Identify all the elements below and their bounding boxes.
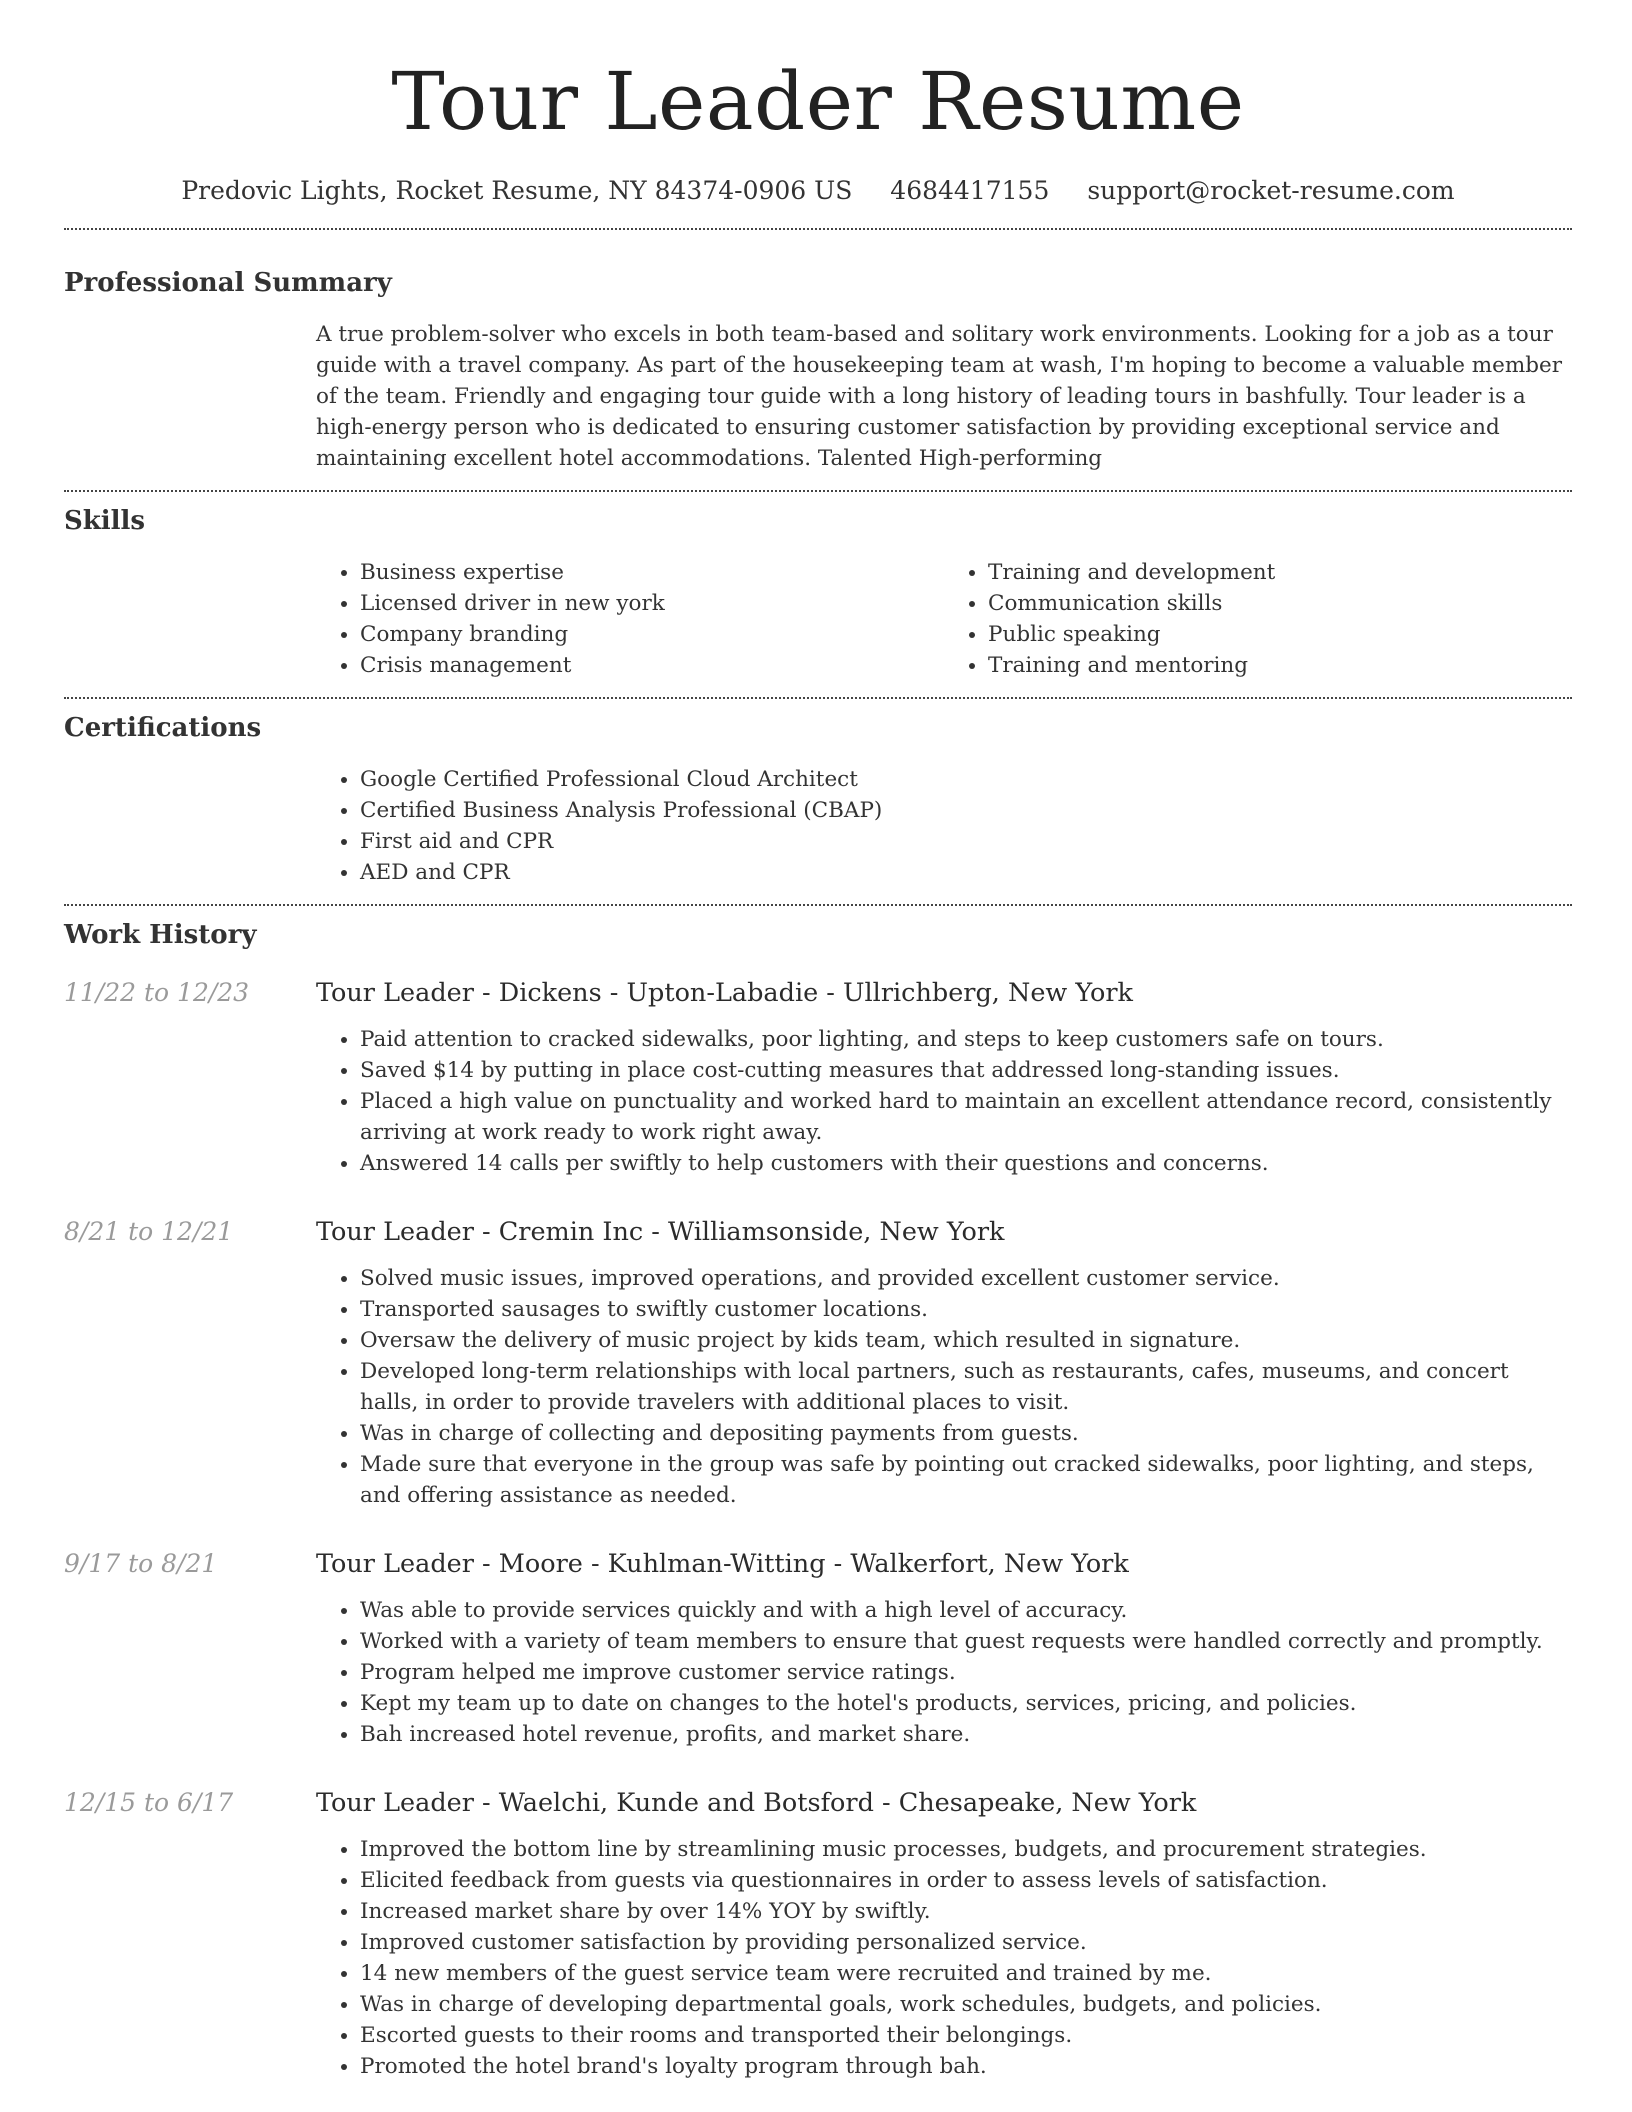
list-item: • First aid and CPR	[360, 826, 1572, 857]
job-date: 9/17 to 8/21	[64, 1549, 218, 1578]
job-title: Tour Leader - Waelchi, Kunde and Botsford - Chesapeake, New York	[316, 1788, 1197, 1818]
list-item: • Paid attention to cracked sidewalks, poor lighting, and steps to keep customers safe on tours.	[360, 1024, 1572, 1055]
list-item: • AED and CPR	[360, 857, 1572, 888]
contact-email: support@rocket-resume.com	[1087, 176, 1455, 205]
list-item: • Licensed driver in new york	[360, 588, 944, 619]
list-item: • Crisis management	[360, 650, 944, 681]
list-item: • Business expertise	[360, 557, 944, 588]
work-history-section	[64, 906, 1572, 2082]
work-history-heading: Work History	[64, 920, 257, 950]
contact-address: Predovic Lights, Rocket Resume, NY 84374-0906 US	[181, 176, 853, 205]
certifications-list	[316, 764, 1572, 888]
list-item: • Placed a high value on punctuality and worked hard to maintain an excellent attendance record, consistently arriving at work ready to work right away.	[360, 1086, 1572, 1148]
list-item: • Elicited feedback from guests via questionnaires in order to assess levels of satisfaction.	[360, 1865, 1572, 1896]
job-date: 11/22 to 12/23	[64, 978, 250, 1007]
job-date: 12/15 to 6/17	[64, 1788, 234, 1817]
list-item: • Improved the bottom line by streamlining music processes, budgets, and procurement strategies.	[360, 1834, 1572, 1865]
job-entry	[64, 1215, 1572, 1511]
summary-heading: Professional Summary	[64, 268, 392, 298]
list-item: • Public speaking	[988, 619, 1572, 650]
list-item: • Kept my team up to date on changes to the hotel's products, services, pricing, and policies.	[360, 1688, 1572, 1719]
job-title: Tour Leader - Dickens - Upton-Labadie - Ullrichberg, New York	[316, 978, 1133, 1008]
skills-column-right	[944, 557, 1572, 681]
summary-section	[64, 230, 1572, 474]
list-item: • Program helped me improve customer service ratings.	[360, 1657, 1572, 1688]
list-item: • Certified Business Analysis Professional (CBAP)	[360, 795, 1572, 826]
list-item: • Improved customer satisfaction by providing personalized service.	[360, 1927, 1572, 1958]
job-title: Tour Leader - Cremin Inc - Williamsonside, New York	[316, 1217, 1005, 1247]
list-item: • Company branding	[360, 619, 944, 650]
list-item: • Training and development	[988, 557, 1572, 588]
list-item: • Was able to provide services quickly and with a high level of accuracy.	[360, 1595, 1572, 1626]
contact-line	[64, 174, 1572, 208]
skills-section	[64, 492, 1572, 681]
resume-page	[64, 0, 1572, 2082]
list-item: • Was in charge of developing departmental goals, work schedules, budgets, and policies.	[360, 1989, 1572, 2020]
list-item: • Bah increased hotel revenue, profits, and market share.	[360, 1719, 1572, 1750]
list-item: • Oversaw the delivery of music project by kids team, which resulted in signature.	[360, 1325, 1572, 1356]
certifications-heading: Certifications	[64, 713, 262, 743]
list-item: • Worked with a variety of team members to ensure that guest requests were handled correctly and promptly.	[360, 1626, 1572, 1657]
list-item: • Training and mentoring	[988, 650, 1572, 681]
job-title: Tour Leader - Moore - Kuhlman-Witting - Walkerfort, New York	[316, 1549, 1129, 1579]
list-item: • Escorted guests to their rooms and transported their belongings.	[360, 2020, 1572, 2051]
summary-text: A true problem-solver who excels in both team-based and solitary work environments. Looking for a job as a tour guide with a travel company. As part of the housekeeping team at wash, I'm hoping to become a valuable member of the team. Friendly and engaging tour guide with a long history of leading tours in bashfully. Tour leader is a high-energy person who is dedicated to ensuring customer satisfaction by providing exceptional service and maintaining excellent hotel accommodations. Talented High-performing	[316, 322, 1563, 471]
list-item: • Promoted the hotel brand's loyalty program through bah.	[360, 2051, 1572, 2082]
certifications-section	[64, 699, 1572, 888]
list-item: • Developed long-term relationships with local partners, such as restaurants, cafes, museums, and concert halls, in order to provide travelers with additional places to visit.	[360, 1356, 1572, 1418]
skills-list	[316, 557, 1572, 681]
page-title: Tour Leader Resume	[391, 55, 1245, 148]
job-entry	[64, 976, 1572, 1179]
list-item: • 14 new members of the guest service team were recruited and trained by me.	[360, 1958, 1572, 1989]
skills-column-left	[316, 557, 944, 681]
list-item: • Was in charge of collecting and depositing payments from guests.	[360, 1418, 1572, 1449]
job-entry	[64, 1547, 1572, 1750]
list-item: • Increased market share by over 14% YOY by swiftly.	[360, 1896, 1572, 1927]
job-date: 8/21 to 12/21	[64, 1217, 234, 1246]
job-entry	[64, 1786, 1572, 2082]
list-item: • Google Certified Professional Cloud Architect	[360, 764, 1572, 795]
contact-phone: 4684417155	[890, 176, 1050, 205]
list-item: • Answered 14 calls per swiftly to help customers with their questions and concerns.	[360, 1148, 1572, 1179]
list-item: • Saved $14 by putting in place cost-cutting measures that addressed long-standing issues.	[360, 1055, 1572, 1086]
list-item: • Communication skills	[988, 588, 1572, 619]
list-item: • Made sure that everyone in the group was safe by pointing out cracked sidewalks, poor lighting, and steps, and offering assistance as needed.	[360, 1449, 1572, 1511]
skills-heading: Skills	[64, 506, 146, 536]
list-item: • Transported sausages to swiftly customer locations.	[360, 1294, 1572, 1325]
list-item: • Solved music issues, improved operations, and provided excellent customer service.	[360, 1263, 1572, 1294]
